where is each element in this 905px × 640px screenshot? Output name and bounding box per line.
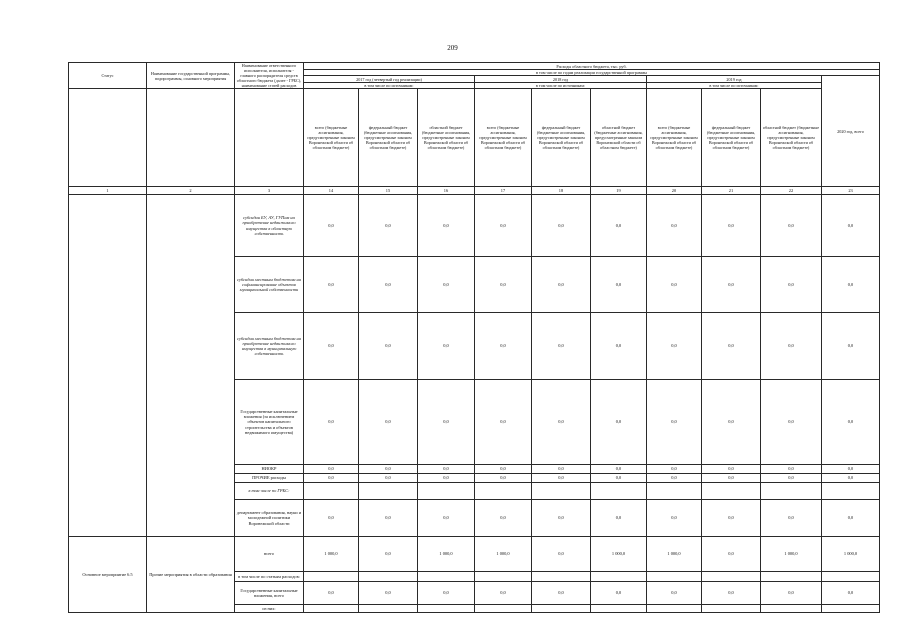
- column-number: 21: [702, 187, 761, 195]
- column-number: 14: [304, 187, 359, 195]
- header-federal-2019: федеральный бюджет (бюджетные ассигнования, предусмотренные законом Воронежской области об областном бюджете): [702, 89, 761, 187]
- value-cell: 0,0: [647, 195, 702, 257]
- value-cell: 0,0: [532, 500, 591, 537]
- row-label: департамент образования, науки и молодежной политики Воронежской области: [235, 500, 304, 537]
- value-cell: 0,0: [702, 582, 761, 605]
- row-label: в том числе по ГРБС:: [235, 483, 304, 500]
- value-cell: [475, 572, 532, 582]
- value-cell: 0,0: [359, 195, 418, 257]
- value-cell: [822, 572, 880, 582]
- value-cell: 1 000,0: [304, 537, 359, 572]
- header-federal-2017: федеральный бюджет (бюджетные ассигнования, предусмотренные законом Воронежской области об областном бюджете): [359, 89, 418, 187]
- value-cell: [591, 572, 647, 582]
- value-cell: 0,0: [761, 500, 822, 537]
- row-label: НИОКР: [235, 465, 304, 474]
- value-cell: [647, 572, 702, 582]
- value-cell: 0,0: [532, 465, 591, 474]
- value-cell: 0,0: [702, 465, 761, 474]
- value-cell: 0,0: [304, 195, 359, 257]
- header-program-cont: [147, 89, 235, 187]
- value-cell: [359, 483, 418, 500]
- row-label: Государственные капитальные вложения, всего: [235, 582, 304, 605]
- value-cell: 0,0: [532, 582, 591, 605]
- value-cell: [702, 572, 761, 582]
- value-cell: 0,0: [647, 257, 702, 313]
- value-cell: 0,0: [647, 313, 702, 380]
- value-cell: [532, 605, 591, 613]
- value-cell: 0,0: [822, 257, 880, 313]
- value-cell: [647, 483, 702, 500]
- value-cell: 0,0: [822, 474, 880, 483]
- row-label: субсидии БУ, АУ, ГУПам на приобретение недвижимого имущества в областную собственность: [235, 195, 304, 257]
- header-expenses-title: Расходы областного бюджета, тыс. руб.: [304, 63, 880, 70]
- header-executor: Наименование ответственного исполнителя, исполнителя - главного распорядителя средств областного бюджета (далее - ГРБС), наименование статей расходов: [235, 63, 304, 89]
- value-cell: [761, 483, 822, 500]
- value-cell: [702, 605, 761, 613]
- value-cell: 0,0: [304, 465, 359, 474]
- header-by-years: в том числе по годам реализации государственной программы: [304, 70, 880, 76]
- value-cell: 0,0: [475, 195, 532, 257]
- value-cell: 0,0: [475, 474, 532, 483]
- value-cell: 1 000,0: [822, 537, 880, 572]
- value-cell: 0,0: [702, 474, 761, 483]
- budget-table: [68, 62, 880, 613]
- value-cell: [304, 572, 359, 582]
- row-label: из них:: [235, 605, 304, 613]
- value-cell: 0,0: [591, 500, 647, 537]
- header-year-2020: 2020 год, всего: [822, 76, 880, 187]
- column-number: 19: [591, 187, 647, 195]
- value-cell: 0,0: [304, 582, 359, 605]
- header-total-2017: всего (бюджетные ассигнования, предусмотренные законом Воронежской области об областном бюджете): [304, 89, 359, 187]
- value-cell: 0,0: [359, 537, 418, 572]
- status-cell: Основное мероприятие 6.5: [69, 537, 147, 613]
- column-number: 20: [647, 187, 702, 195]
- header-sources-2017: в том числе по источникам:: [304, 83, 475, 89]
- row-label: субсидии местным бюджетам на приобретение недвижимого имущества в муниципальную собственность: [235, 313, 304, 380]
- value-cell: 0,0: [304, 380, 359, 465]
- value-cell: 1 000,0: [475, 537, 532, 572]
- header-regional-2017: областной бюджет (бюджетные ассигнования, предусмотренные законом Воронежской области об областном бюджете): [418, 89, 475, 187]
- value-cell: 0,0: [532, 195, 591, 257]
- value-cell: 0,0: [702, 313, 761, 380]
- value-cell: 0,0: [647, 582, 702, 605]
- value-cell: 0,0: [761, 474, 822, 483]
- value-cell: [761, 605, 822, 613]
- row-label: Государственные капитальные вложения (за исключением объектов капитального строительства и объектов недвижимого имущества): [235, 380, 304, 465]
- value-cell: [359, 605, 418, 613]
- value-cell: [475, 605, 532, 613]
- column-number: 2: [147, 187, 235, 195]
- value-cell: 0,0: [418, 474, 475, 483]
- value-cell: 0,0: [822, 313, 880, 380]
- header-year-2017: 2017 год (четвертый год реализации): [304, 76, 475, 83]
- value-cell: 0,0: [359, 582, 418, 605]
- value-cell: 1 000,0: [591, 537, 647, 572]
- header-regional-2018: областной бюджет (бюджетные ассигнования, предусмотренные законом Воронежской области об областном бюджете): [591, 89, 647, 187]
- value-cell: 0,0: [702, 500, 761, 537]
- value-cell: 0,0: [822, 465, 880, 474]
- value-cell: [418, 483, 475, 500]
- value-cell: 0,0: [761, 313, 822, 380]
- value-cell: 0,0: [418, 500, 475, 537]
- value-cell: [647, 605, 702, 613]
- header-year-2018: 2018 год: [475, 76, 647, 83]
- header-status: Статус: [69, 63, 147, 89]
- value-cell: 0,0: [822, 500, 880, 537]
- header-sources-2019: в том числе по источникам:: [647, 83, 822, 89]
- header-status-cont: [69, 89, 147, 187]
- value-cell: 0,0: [475, 257, 532, 313]
- value-cell: 0,0: [702, 537, 761, 572]
- value-cell: [418, 605, 475, 613]
- column-number: 22: [761, 187, 822, 195]
- value-cell: [822, 483, 880, 500]
- value-cell: 0,0: [418, 313, 475, 380]
- value-cell: 0,0: [761, 257, 822, 313]
- value-cell: 0,0: [359, 474, 418, 483]
- value-cell: [591, 605, 647, 613]
- value-cell: 0,0: [591, 257, 647, 313]
- value-cell: [304, 605, 359, 613]
- header-year-2019: 2019 год: [647, 76, 822, 83]
- value-cell: 0,0: [702, 380, 761, 465]
- row-label: субсидии местным бюджетам на софинансирование объектов муниципальной собственности: [235, 257, 304, 313]
- value-cell: [532, 572, 591, 582]
- value-cell: 0,0: [418, 257, 475, 313]
- page-number: 209: [447, 44, 458, 52]
- value-cell: 0,0: [359, 465, 418, 474]
- value-cell: 0,0: [359, 313, 418, 380]
- header-total-2019: всего (бюджетные ассигнования, предусмотренные законом Воронежской области об областном бюджете): [647, 89, 702, 187]
- value-cell: 0,0: [532, 474, 591, 483]
- column-number: 17: [475, 187, 532, 195]
- value-cell: 0,0: [591, 465, 647, 474]
- column-number: 3: [235, 187, 304, 195]
- value-cell: [359, 572, 418, 582]
- value-cell: 0,0: [647, 380, 702, 465]
- header-sources-2018: в том числе по источникам:: [475, 83, 647, 89]
- value-cell: 0,0: [761, 582, 822, 605]
- row-label: ПРОЧИЕ расходы: [235, 474, 304, 483]
- value-cell: [418, 572, 475, 582]
- column-number-row: [69, 187, 880, 195]
- value-cell: 0,0: [822, 380, 880, 465]
- value-cell: 0,0: [761, 380, 822, 465]
- value-cell: [475, 483, 532, 500]
- row-label: в том числе по статьям расходов:: [235, 572, 304, 582]
- column-number: 1: [69, 187, 147, 195]
- header-executor-cont: [235, 89, 304, 187]
- header-total-2018: всего (бюджетные ассигнования, предусмотренные законом Воронежской области об областном бюджете): [475, 89, 532, 187]
- value-cell: 0,0: [647, 474, 702, 483]
- value-cell: 1 000,0: [761, 537, 822, 572]
- value-cell: 0,0: [359, 257, 418, 313]
- value-cell: 0,0: [532, 380, 591, 465]
- value-cell: 0,0: [304, 500, 359, 537]
- value-cell: 0,0: [304, 313, 359, 380]
- value-cell: 0,0: [702, 257, 761, 313]
- value-cell: 0,0: [418, 380, 475, 465]
- value-cell: 1 000,0: [418, 537, 475, 572]
- value-cell: 0,0: [532, 537, 591, 572]
- value-cell: 0,0: [702, 195, 761, 257]
- value-cell: 0,0: [475, 582, 532, 605]
- value-cell: 0,0: [532, 257, 591, 313]
- value-cell: 0,0: [822, 195, 880, 257]
- value-cell: 0,0: [418, 195, 475, 257]
- value-cell: 0,0: [647, 500, 702, 537]
- program-cell-empty: [147, 195, 235, 537]
- value-cell: 0,0: [475, 465, 532, 474]
- status-cell-empty: [69, 195, 147, 537]
- program-name-cell: Прочие мероприятия в области образования: [147, 537, 235, 613]
- value-cell: 0,0: [532, 313, 591, 380]
- column-number: 15: [359, 187, 418, 195]
- value-cell: 0,0: [761, 465, 822, 474]
- value-cell: 1 000,0: [647, 537, 702, 572]
- table-row: [69, 195, 880, 257]
- value-cell: [591, 483, 647, 500]
- value-cell: 0,0: [591, 474, 647, 483]
- value-cell: 0,0: [591, 582, 647, 605]
- value-cell: [761, 572, 822, 582]
- value-cell: 0,0: [418, 465, 475, 474]
- column-number: 16: [418, 187, 475, 195]
- value-cell: 0,0: [359, 380, 418, 465]
- value-cell: [702, 483, 761, 500]
- column-number: 18: [532, 187, 591, 195]
- value-cell: 0,0: [591, 313, 647, 380]
- value-cell: 0,0: [475, 380, 532, 465]
- header-federal-2018: федеральный бюджет (бюджетные ассигнования, предусмотренные законом Воронежской области об областном бюджете): [532, 89, 591, 187]
- value-cell: 0,0: [822, 582, 880, 605]
- value-cell: 0,0: [418, 582, 475, 605]
- value-cell: 0,0: [647, 465, 702, 474]
- value-cell: 0,0: [475, 500, 532, 537]
- value-cell: 0,0: [591, 380, 647, 465]
- header-regional-2019: областной бюджет (бюджетные ассигнования, предусмотренные законом Воронежской области об областном бюджете): [761, 89, 822, 187]
- header-program-name: Наименование государственной программы, подпрограммы, основного мероприятия: [147, 63, 235, 89]
- value-cell: [532, 483, 591, 500]
- value-cell: 0,0: [761, 195, 822, 257]
- value-cell: [304, 483, 359, 500]
- value-cell: 0,0: [359, 500, 418, 537]
- column-number: 23: [822, 187, 880, 195]
- value-cell: 0,0: [591, 195, 647, 257]
- table-row: [69, 537, 880, 572]
- row-label: всего: [235, 537, 304, 572]
- value-cell: 0,0: [304, 257, 359, 313]
- value-cell: 0,0: [475, 313, 532, 380]
- value-cell: [822, 605, 880, 613]
- value-cell: 0,0: [304, 474, 359, 483]
